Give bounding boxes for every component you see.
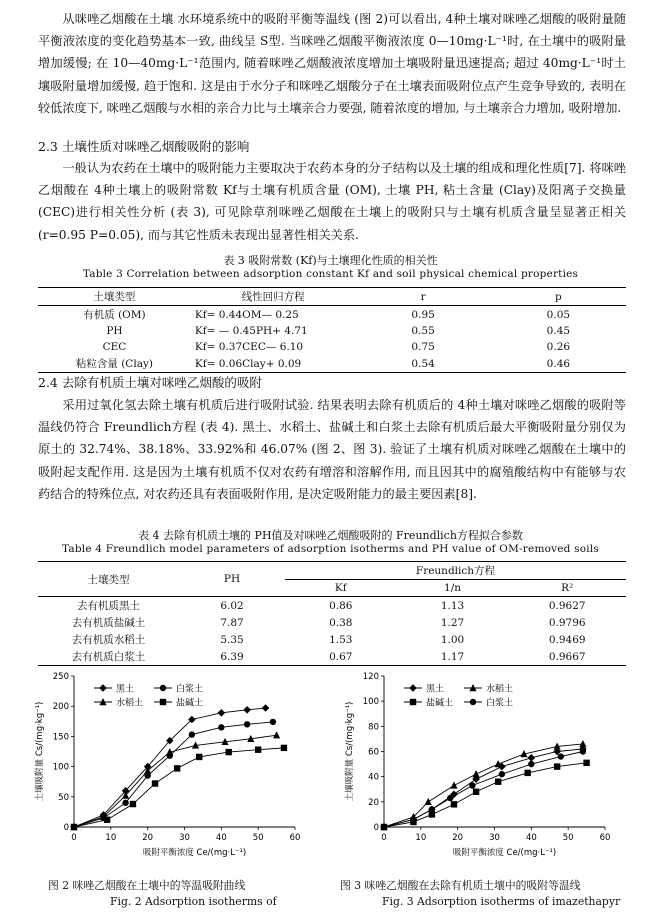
data-point-白浆土: [381, 824, 387, 830]
x-tick-label: 30: [489, 833, 500, 843]
table-row: [38, 355, 626, 373]
table3-cell: Kf= 0.44OM— 0.25: [194, 308, 299, 321]
table3-cell: 有机质 (OM): [83, 309, 146, 321]
x-tick-label: 50: [252, 833, 264, 843]
y-tick-label: 200: [52, 702, 69, 713]
legend-label: 盐碱土: [426, 698, 454, 709]
y-tick-label: 80: [368, 722, 379, 733]
table4-cell: 1.27: [440, 616, 465, 629]
table3-cell: CEC: [102, 341, 127, 353]
section-heading-2-4: 2.4 去除有机质土壤对咪唑乙烟酸的吸附: [38, 375, 262, 390]
table4-cell: 1.17: [397, 648, 509, 666]
x-tick-label: 10: [105, 833, 117, 843]
paragraph-soil-properties: 一般认为农药在土壤中的吸附能力主要取决于农药本身的分子结构以及土壤的组成和理化性质[7]. 将咪唑乙烟酸在 4种土壤上的吸附常数 Kf与土壤有机质含量 (OM), 土壤 PH, 粘土含量 (Clay)及阳离子交换量 (CEC)进行相关性分析 (表 3), 可见除草剂咪唑乙烟酸在土壤上的吸附只与土壤有机质含量呈显著正相关 (r=0.95 P=0.05), 而与其它性质未表现出显著性相关关系.: [38, 161, 626, 242]
table4-cell: 1.13: [440, 599, 465, 612]
data-point-白浆土: [499, 771, 505, 777]
y-tick-label: 60: [368, 747, 379, 758]
x-tick-label: 40: [215, 833, 227, 843]
table4-cell: 1.00: [440, 633, 465, 646]
data-point-盐碱土: [281, 745, 287, 751]
legend-marker-白浆土: [470, 699, 476, 705]
table-3: [38, 287, 626, 373]
legend-marker-盐碱土: [160, 699, 166, 705]
data-point-白浆土: [469, 782, 475, 788]
data-point-盐碱土: [451, 801, 457, 807]
y-axis-label: 土壤吸附量 Cs/(mg·kg⁻¹): [345, 701, 355, 802]
data-point-水稻土: [472, 770, 479, 777]
legend-marker-白浆土: [160, 685, 166, 691]
table4-cell: 去有机质盐碱土: [71, 617, 146, 629]
figure-3-caption-zh: 图 3 咪唑乙烟酸在去除有机质土壤中的吸附等温线: [340, 879, 581, 892]
y-tick-label: 100: [362, 697, 379, 708]
table3-header-soil: 土壤类型: [38, 288, 191, 306]
x-tick-label: 50: [562, 833, 574, 843]
x-tick-label: 0: [381, 833, 387, 843]
table4-cell: 去有机质白浆土: [38, 648, 179, 666]
data-point-白浆土: [189, 731, 195, 737]
y-tick-label: 150: [52, 732, 69, 743]
x-tick-label: 10: [415, 833, 427, 843]
table4-header-ph: PH: [179, 562, 285, 597]
table4-cell: 0.9667: [508, 648, 626, 666]
data-point-白浆土: [429, 806, 435, 812]
table-row: [38, 597, 626, 615]
data-point-盐碱土: [583, 760, 589, 766]
x-tick-label: 60: [599, 833, 611, 843]
figure-2-chart: [30, 668, 305, 873]
data-point-白浆土: [528, 761, 534, 767]
table3-caption-zh: 表 3 吸附常数 (Kf)与土壤理化性质的相关性: [223, 254, 438, 267]
paragraph-om-removed: 采用过氧化氢去除土壤有机质后进行吸附试验. 结果表明去除有机质后的 4种土壤对咪唑乙烟酸的吸附等温线仍符合 Freundlich方程 (表 4). 黑土、水稻土、盐碱土和白浆土去除有机质后最大平衡吸附量分别仅为原土的 32.74%、38.18%、33.92%和 46.07% (图 2、图 3). 验证了土壤有机质对咪唑乙烟酸在土壤中的吸附起支配作用. 这是因为土壤有机质不仅对农药有增溶和溶解作用, 而且因其中的腐殖酸结构中有能够与农药结合的特殊位点, 对农药还具有表面吸附作用, 是决定吸附能力的最主要因素[8].: [38, 398, 626, 501]
y-tick-label: 50: [58, 792, 69, 803]
table4-subheader-kf: Kf: [285, 580, 397, 597]
table4-subheader-1n: 1/n: [397, 580, 509, 597]
table-row: [38, 339, 626, 355]
table4-cell: 1.53: [329, 633, 353, 646]
data-point-黑土: [528, 754, 536, 762]
data-point-白浆土: [122, 800, 128, 806]
table4-cell: 0.38: [329, 616, 353, 629]
table4-header-row: [38, 562, 626, 580]
data-point-白浆土: [410, 816, 416, 822]
table3-cell: 粘粒含量 (Clay): [38, 355, 191, 373]
data-point-黑土: [262, 704, 270, 712]
table3-caption-en: Table 3 Correlation between adsorption constant Kf and soil physical chemical properties: [82, 268, 579, 280]
figure-2-caption-en: Fig. 2 Adsorption isotherms of: [110, 895, 277, 908]
legend-label: 黑土: [116, 684, 135, 695]
table3-cell: 0.05: [546, 308, 571, 321]
data-point-盐碱土: [524, 770, 530, 776]
data-point-黑土: [243, 706, 251, 714]
data-point-盐碱土: [152, 780, 158, 786]
table3-cell: Kf= 0.37CEC— 6.10: [194, 341, 304, 353]
data-point-盐碱土: [71, 824, 77, 830]
y-tick-label: 0: [63, 823, 69, 833]
y-tick-label: 250: [52, 672, 69, 682]
legend-label: 白浆土: [176, 684, 204, 695]
table4-cell: 0.9469: [548, 633, 586, 646]
table4-caption-zh: 表 4 去除有机质土壤的 PH值及对咪唑乙烟酸吸附的 Freundlich方程拟合参数: [138, 529, 523, 542]
table3-cell: 0.55: [411, 325, 435, 337]
table4-cell: 0.9627: [548, 599, 586, 612]
data-point-水稻土: [273, 731, 280, 738]
data-point-盐碱土: [104, 817, 110, 823]
data-point-白浆土: [580, 748, 586, 754]
table-row: [38, 306, 626, 324]
table3-cell: 0.45: [546, 325, 571, 337]
table-row: [38, 323, 626, 339]
table3-cell: 0.95: [411, 308, 435, 321]
y-axis-label: 土壤吸附量 Cs/(mg·kg⁻¹): [35, 701, 45, 802]
table4-cell: 6.39: [179, 648, 285, 666]
y-tick-label: 40: [368, 772, 379, 783]
table3-cell: 0.75: [411, 341, 435, 353]
data-point-水稻土: [495, 760, 502, 767]
data-point-盐碱土: [554, 763, 560, 769]
data-point-黑土: [218, 709, 226, 717]
legend-label: 水稻土: [486, 684, 514, 695]
x-tick-label: 20: [452, 833, 464, 843]
table4-cell: 5.35: [220, 633, 244, 646]
table3-cell: 0.46: [491, 355, 626, 373]
legend-marker-黑土: [409, 684, 417, 692]
table3-cell: 0.26: [546, 341, 571, 353]
table4-cell: 0.9796: [548, 616, 586, 629]
table3-cell: Kf= 0.06Clay+ 0.09: [191, 355, 356, 373]
legend-label: 白浆土: [486, 698, 514, 709]
table-row: [38, 648, 626, 666]
legend-label: 水稻土: [116, 698, 144, 709]
data-point-白浆土: [558, 753, 564, 759]
table-row: [38, 614, 626, 631]
data-point-水稻土: [450, 781, 457, 788]
data-point-盐碱土: [196, 754, 202, 760]
x-axis-label: 吸附平衡浓度 Ce/(mg·L⁻¹): [452, 848, 557, 858]
table-4: [38, 561, 626, 666]
x-tick-label: 0: [71, 833, 77, 843]
table4-cell: 0.67: [285, 648, 397, 666]
figure-3-chart: [340, 668, 615, 873]
data-point-盐碱土: [255, 746, 261, 752]
table4-cell: 去有机质水稻土: [71, 634, 146, 646]
table3-cell: PH: [106, 325, 123, 337]
x-tick-label: 30: [179, 833, 190, 843]
table4-cell: 7.87: [220, 616, 244, 629]
data-point-盐碱土: [174, 765, 180, 771]
table-row: [38, 631, 626, 648]
data-point-水稻土: [579, 740, 586, 747]
data-point-白浆土: [270, 719, 276, 725]
x-tick-label: 20: [142, 833, 154, 843]
table3-header-r: r: [356, 288, 491, 306]
table3-cell: Kf= — 0.45PH+ 4.71: [194, 325, 308, 337]
legend-marker-盐碱土: [410, 699, 416, 705]
table3-cell: 0.54: [356, 355, 491, 373]
table4-cell: 0.86: [329, 599, 353, 612]
table3-header-equation: 线性回归方程: [191, 288, 356, 306]
figure-2: [30, 668, 305, 873]
legend-label: 盐碱土: [176, 698, 204, 709]
data-point-盐碱土: [130, 801, 136, 807]
data-point-水稻土: [144, 767, 151, 774]
x-tick-label: 40: [525, 833, 537, 843]
x-axis-label: 吸附平衡浓度 Ce/(mg·L⁻¹): [142, 848, 247, 858]
legend-label: 黑土: [426, 684, 445, 695]
y-tick-label: 20: [368, 797, 379, 808]
y-tick-label: 120: [362, 672, 379, 682]
table4-cell: 6.02: [220, 599, 244, 612]
figure-3: [340, 668, 615, 873]
data-point-盐碱土: [495, 779, 501, 785]
table4-caption-en: Table 4 Freundlich model parameters of adsorption isotherms and PH value of OM-removed soils: [62, 543, 599, 555]
data-point-盐碱土: [226, 749, 232, 755]
table3-header-p: p: [491, 288, 626, 306]
data-point-水稻土: [425, 798, 432, 805]
table4-cell: 去有机质黑土: [77, 600, 141, 612]
y-tick-label: 0: [373, 823, 379, 833]
data-point-白浆土: [244, 721, 250, 727]
table4-header-freundlich: Freundlich方程: [285, 562, 626, 580]
x-tick-label: 60: [289, 833, 301, 843]
paragraph-isotherm-discussion: 从咪唑乙烟酸在土壤 水环境系统中的吸附平衡等温线 (图 2)可以看出, 4种土壤对咪唑乙烟酸的吸附量随平衡液浓度的变化趋势基本一致, 曲线呈 S型. 当咪唑乙烟酸平衡液浓度 0—10mg·L⁻¹时, 在土壤中的吸附量增加缓慢; 在 10—40mg·L⁻¹范围内, 随着咪唑乙烟酸液浓度增加土壤吸附量迅速提高; 超过 40mg·L⁻¹时土壤吸附量增加缓慢, 趋于饱和. 这是由于水分子和咪唑乙烟酸分子在土壤表面吸附位点产生竞争导致的, 表明在较低浓度下, 咪唑乙烟酸与水相的亲合力比与土壤亲合力要强, 随着浓度的增加, 与土壤亲合力增加, 吸附增加.: [38, 12, 626, 115]
legend-marker-黑土: [99, 684, 107, 692]
section-heading-2-3: 2.3 土壤性质对咪唑乙烟酸吸附的影响: [38, 139, 250, 154]
figure-2-caption-zh: 图 2 咪唑乙烟酸在土壤中的等温吸附曲线: [48, 879, 246, 892]
figure-3-caption-en: Fig. 3 Adsorption isotherms of imazethapyr: [382, 895, 621, 908]
data-point-白浆土: [447, 795, 453, 801]
y-tick-label: 100: [52, 762, 69, 773]
table4-header-soil: 土壤类型: [38, 562, 179, 597]
table4-subheader-r2: R²: [508, 580, 626, 597]
data-point-白浆土: [218, 724, 224, 730]
data-point-盐碱土: [473, 789, 479, 795]
table3-header-row: [38, 288, 626, 306]
